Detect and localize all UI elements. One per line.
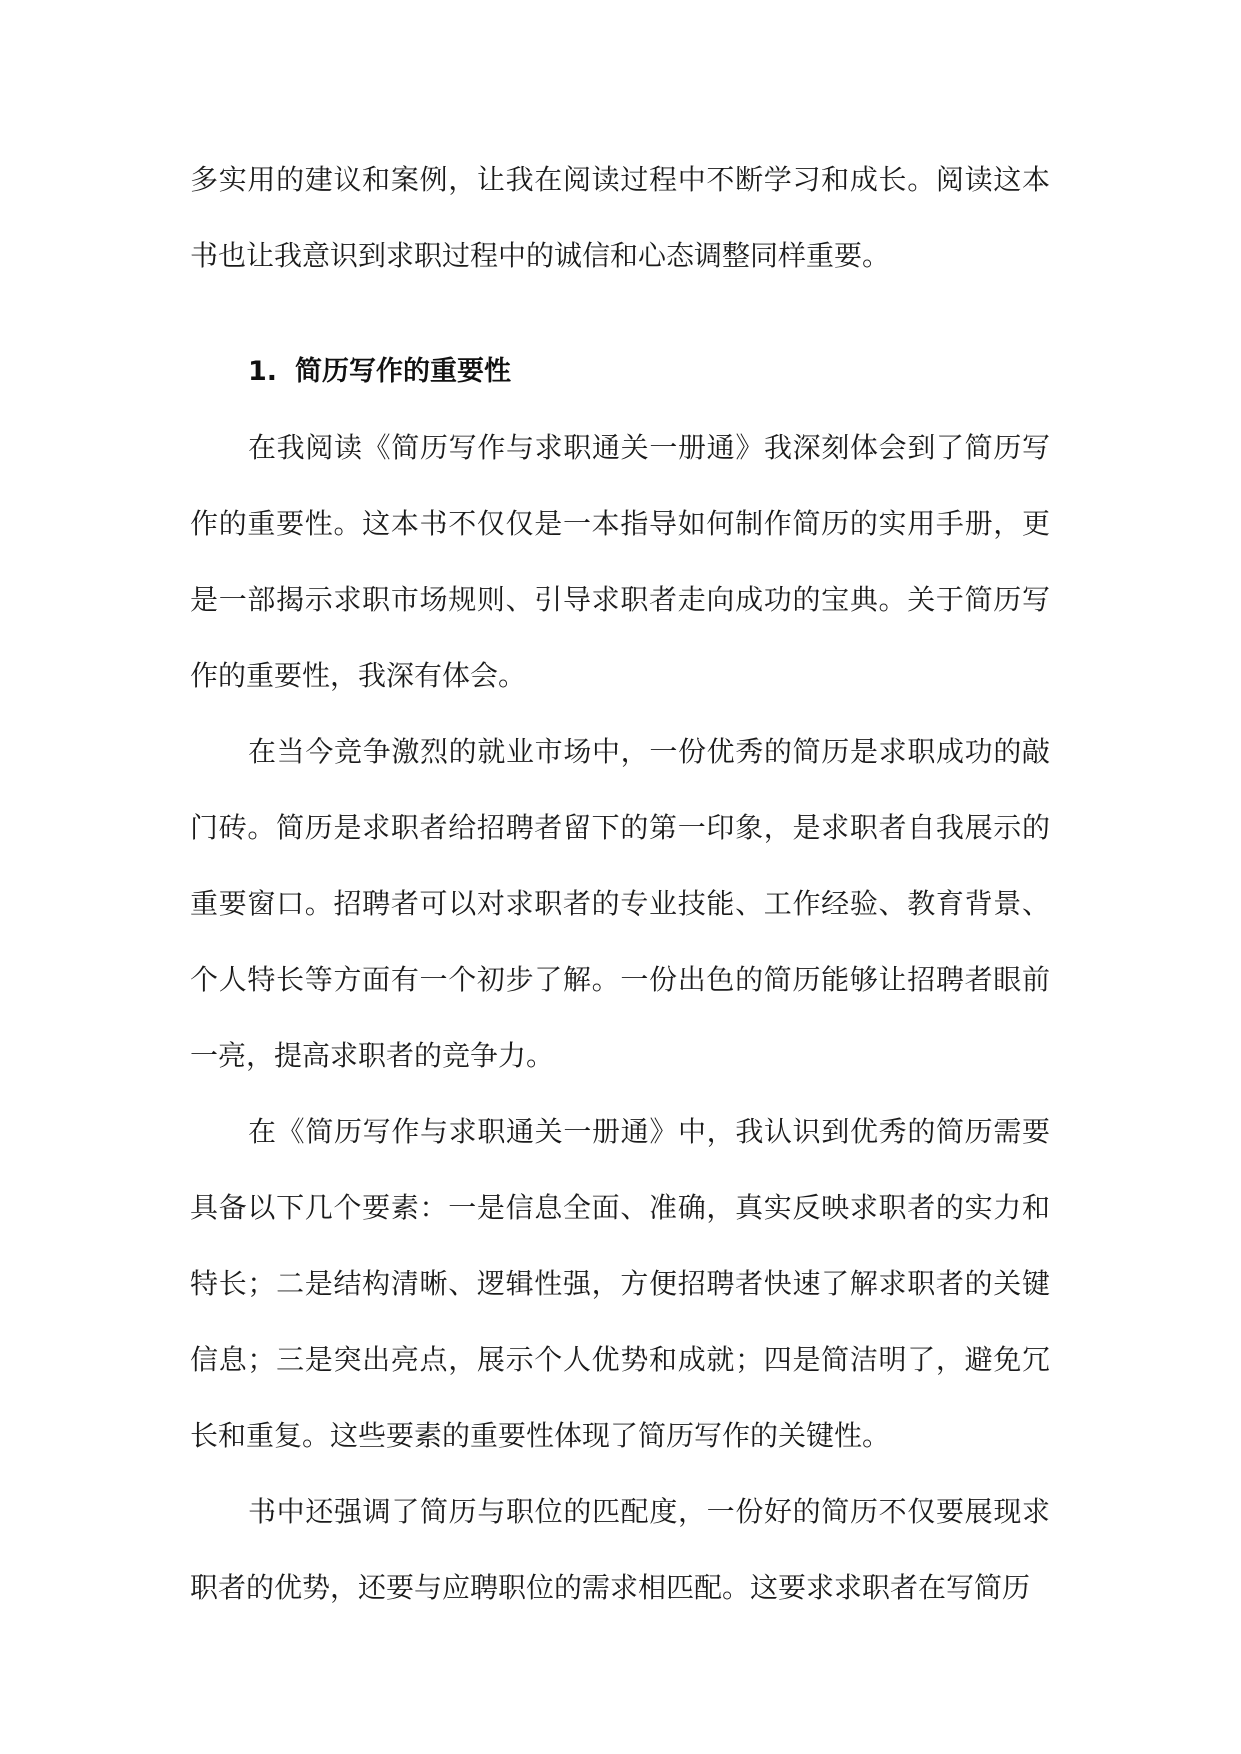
document-body [190,142,1050,1626]
section-number: 1. [248,356,278,387]
body-paragraph-1: 在我阅读《简历写作与求职通关一册通》我深刻体会到了简历写作的重要性。这本书不仅仅是一本指导如何制作简历的实用手册，更是一部揭示求职市场规则、引导求职者走向成功的宝典。关于简历写作的重要性，我深有体会。 [190,431,1050,692]
body-paragraph-2: 在当今竞争激烈的就业市场中，一份优秀的简历是求职成功的敲门砖。简历是求职者给招聘者留下的第一印象，是求职者自我展示的重要窗口。招聘者可以对求职者的专业技能、工作经验、教育背景、个人特长等方面有一个初步了解。一份出色的简历能够让招聘者眼前一亮，提高求职者的竞争力。 [190,735,1050,1072]
section-title: 简历写作的重要性 [295,356,512,387]
body-paragraph-4: 书中还强调了简历与职位的匹配度，一份好的简历不仅要展现求职者的优势，还要与应聘职位的需求相匹配。这要求求职者在写简历 [190,1495,1050,1604]
body-paragraph-3: 在《简历写作与求职通关一册通》中，我认识到优秀的简历需要具备以下几个要素：一是信息全面、准确，真实反映求职者的实力和特长；二是结构清晰、逻辑性强，方便招聘者快速了解求职者的关键信息；三是突出亮点，展示个人优势和成就；四是简洁明了，避免冗长和重复。这些要素的重要性体现了简历写作的关键性。 [190,1115,1050,1452]
intro-paragraph: 多实用的建议和案例，让我在阅读过程中不断学习和成长。阅读这本书也让我意识到求职过程中的诚信和心态调整同样重要。 [190,163,1050,272]
section-heading [190,334,1050,410]
